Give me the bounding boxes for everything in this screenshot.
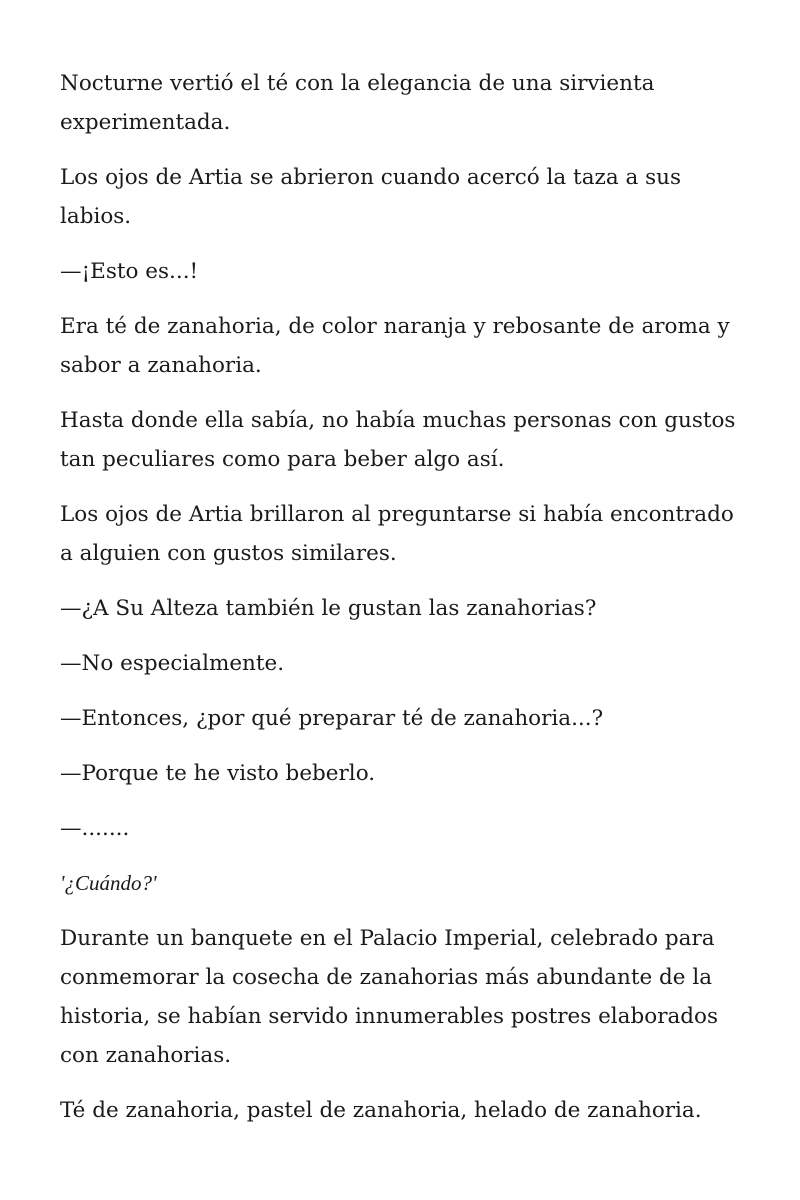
paragraph-2: Los ojos de Artia se abrieron cuando acercó la taza a sus labios.: [60, 165, 682, 229]
paragraph-1: Nocturne vertió el té con la elegancia de una sirvienta experimentada.: [60, 71, 655, 135]
paragraph-4: Era té de zanahoria, de color naranja y rebosante de aroma y sabor a zanahoria.: [60, 314, 730, 378]
paragraph-14: Té de zanahoria, pastel de zanahoria, helado de zanahoria.: [60, 1098, 702, 1123]
thought-paragraph: '¿Cuándo?': [60, 871, 157, 895]
paragraph-6: Los ojos de Artia brillaron al preguntarse si había encontrado a alguien con gustos similares.: [60, 502, 734, 566]
paragraph-10: —Porque te he visto beberlo.: [60, 761, 376, 786]
paragraph-8: —No especialmente.: [60, 651, 285, 676]
paragraph-7: —¿A Su Alteza también le gustan las zanahorias?: [60, 596, 597, 621]
paragraph-5: Hasta donde ella sabía, no había muchas personas con gustos tan peculiares como para beber algo así.: [60, 408, 736, 472]
paragraph-11: —.......: [60, 816, 130, 841]
paragraph-9: —Entonces, ¿por qué preparar té de zanahoria...?: [60, 706, 604, 731]
paragraph-13: Durante un banquete en el Palacio Imperial, celebrado para conmemorar la cosecha de zanahorias más abundante de la historia, se habían servido innumerables postres elaborados con zanahorias.: [60, 926, 719, 1068]
paragraph-3: —¡Esto es...!: [60, 259, 199, 284]
